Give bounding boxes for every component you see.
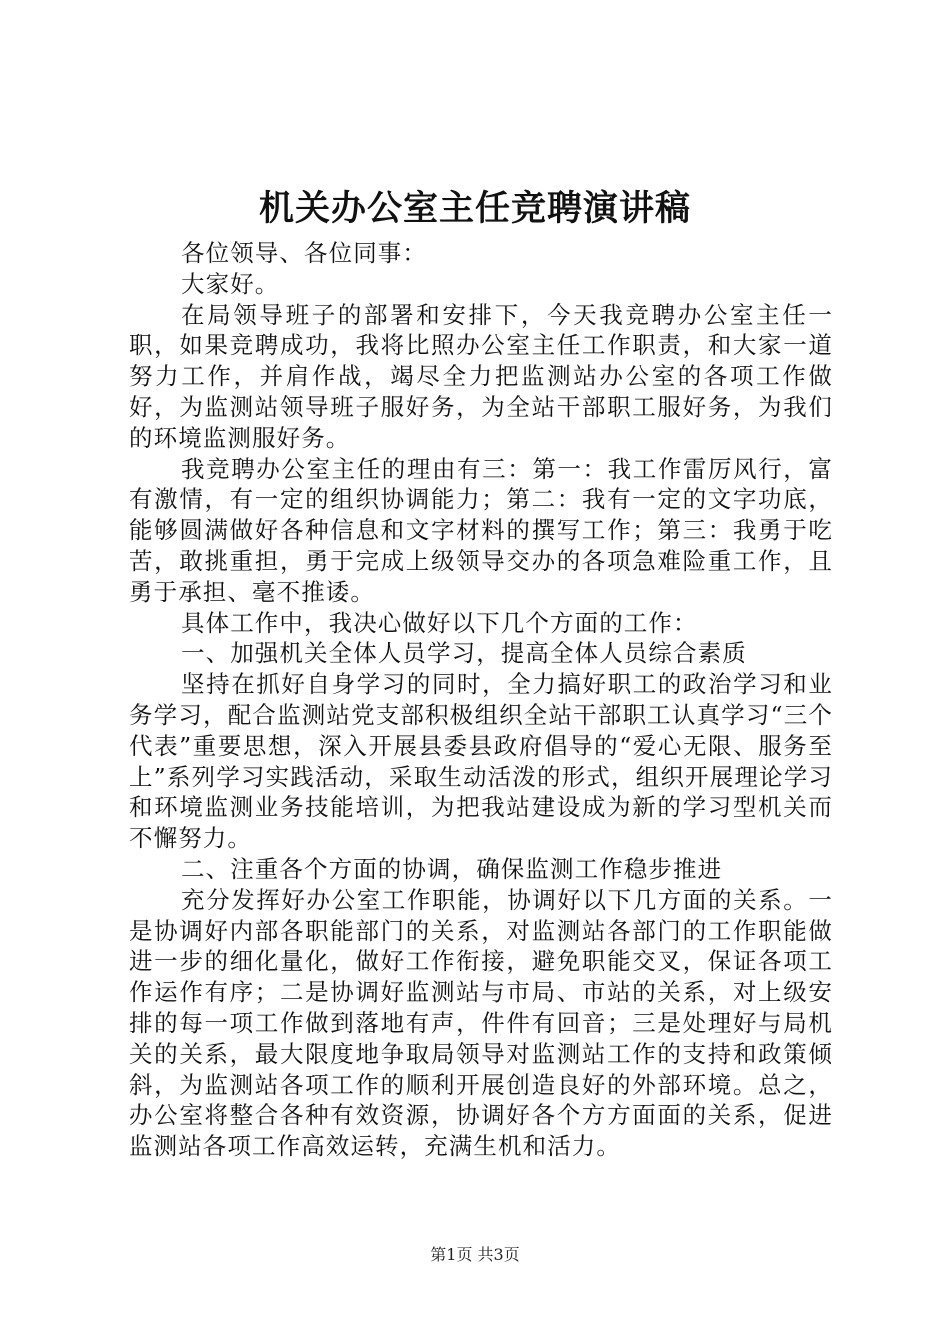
paragraph-salutation: 各位领导、各位同事： [181,239,427,267]
paragraph-greeting: 大家好。 [181,269,280,298]
paragraph-section-2: 充分发挥好办公室工作职能，协调好以下几方面的关系。一是协调好内部各职能部门的关系，对监测站各部门的工作职能做进一步的细化量化，做好工作衔接，避免职能交叉，保证各项工作运作有序；二是协调好监测站与市局、市站的关系，对上级安排的每一项工作做到落地有声，件件有回音；三是处理好与局机关的关系，最大限度地争取局领导对监测站工作的支持和政策倾斜，为监测站各项工作的顺利开展创造良好的外部环境。总之，办公室将整合各种有效资源，协调好各个方方面面的关系，促进监测站各项工作高效运转，充满生机和活力。 [129,885,833,1161]
page-footer: 第1页 共3页 [430,1245,520,1264]
paragraph-plan-intro: 具体工作中，我决心做好以下几个方面的工作： [181,608,698,637]
paragraph-intro: 在局领导班子的部署和安排下，今天我竞聘办公室主任一职，如果竞聘成功，我将比照办公室主任工作职责，和大家一道努力工作，并肩作战，竭尽全力把监测站办公室的各项工作做好，为监测站领导班子服好务，为全站干部职工服好务，为我们的环境监测服好务。 [129,300,833,452]
paragraph-reasons: 我竞聘办公室主任的理由有三：第一：我工作雷厉风行，富有激情，有一定的组织协调能力；第二：我有一定的文字功底，能够圆满做好各种信息和文字材料的撰写工作；第三：我勇于吃苦，敢挑重担，勇于完成上级领导交办的各项急难险重工作，且勇于承担、毫不推诿。 [129,454,833,606]
section-heading-2: 二、注重各个方面的协调，确保监测工作稳步推进 [181,854,723,883]
paragraph-section-1: 坚持在抓好自身学习的同时，全力搞好职工的政治学习和业务学习，配合监测站党支部积极组织全站干部职工认真学习“三个代表”重要思想，深入开展县委县政府倡导的“爱心无限、服务至上”系列学习实践活动，采取生动活泼的形式，组织开展理论学习和环境监测业务技能培训，为把我站建设成为新的学习型机关而不懈努力。 [129,670,833,853]
section-heading-1: 一、加强机关全体人员学习，提高全体人员综合素质 [181,639,747,668]
document-body [129,238,833,1162]
document-title: 机关办公室主任竞聘演讲稿 [258,188,691,229]
